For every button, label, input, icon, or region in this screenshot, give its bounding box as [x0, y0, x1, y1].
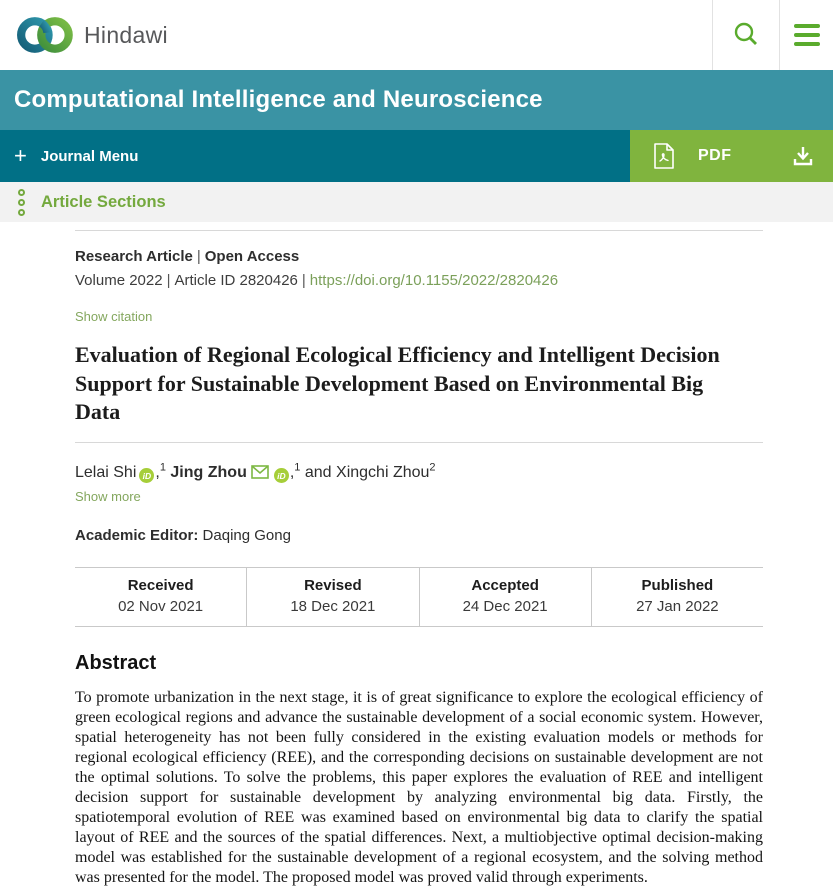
article-type-line [75, 248, 763, 265]
hamburger-icon [794, 24, 820, 46]
academic-editor-label: Academic Editor: [75, 526, 199, 544]
article-id-text: Article ID 2820426 [174, 272, 298, 289]
email-icon[interactable] [251, 465, 269, 479]
pipe-separator: | [196, 248, 201, 265]
abstract-heading: Abstract [75, 651, 157, 674]
hamburger-menu-button[interactable] [779, 0, 833, 70]
site-header [0, 0, 833, 70]
academic-editor-line [75, 527, 763, 544]
article-title: Evaluation of Regional Ecological Efficiency and Intelligent Decision Support for Sustainable Development Based on Environmental Big Data [75, 342, 720, 424]
journal-menu-label: Journal Menu [40, 147, 139, 165]
author-affiliation-sup: 1 [294, 461, 301, 474]
academic-editor-name: Daqing Gong [202, 526, 291, 544]
search-button[interactable] [712, 0, 779, 70]
doi-link[interactable]: https://doi.org/10.1155/2022/2820426 [309, 272, 559, 289]
pipe-separator: | [166, 272, 171, 289]
pipe-separator: | [301, 272, 306, 289]
journal-title[interactable]: Computational Intelligence and Neuroscience [14, 86, 543, 113]
author-name[interactable]: Lelai Shi [75, 463, 137, 481]
date-label: Published [641, 576, 714, 594]
date-label: Received [127, 576, 194, 594]
author [75, 461, 166, 481]
hindawi-rings-icon [12, 10, 76, 60]
orcid-icon[interactable]: iD [139, 468, 154, 483]
date-cell-received [75, 568, 247, 626]
author-separator: , [289, 463, 295, 481]
menu-bar [0, 130, 833, 182]
date-value: 27 Jan 2022 [636, 597, 719, 615]
author-name[interactable]: and Xingchi Zhou [304, 463, 430, 481]
pdf-file-icon [652, 142, 676, 170]
article-content [0, 230, 833, 888]
article-sections-toggle[interactable] [0, 182, 833, 222]
abstract-text: To promote urbanization in the next stage, it is of great significance to explore the ecological efficiency of green ecological regions and advance the sustainable development of a social economic system. However, spatial heterogeneity has not been fully considered in the existing evaluation models or methods for regional ecological efficiency (REE), and the corresponding decisions on sustainable development are not the optimal solutions. To solve the problems, this paper explores the evaluation of REE and intelligent decision support for sustainable development by analyzing environmental big data. Firstly, the spatiotemporal evolution of REE was examined based on environmental big data to clarify the spatial layout of REE and the sources of the spatial differences. Next, a multiobjective optimal decision-making model was established for the sustainable development of a regional ecosystem, and the solving method was presented for the model. The proposed model was proved valid through experiments. [75, 688, 763, 886]
show-more-button[interactable]: Show more [75, 488, 141, 504]
author-affiliation-sup: 2 [429, 461, 436, 474]
date-label: Accepted [471, 576, 539, 594]
authors-line [75, 457, 763, 484]
journal-menu-toggle[interactable] [0, 130, 630, 182]
date-value: 02 Nov 2021 [118, 597, 204, 615]
authors-rule [75, 442, 763, 443]
author-name[interactable]: Jing Zhou [170, 463, 247, 481]
article-type-link[interactable]: Research Article [75, 248, 193, 265]
hindawi-logo[interactable] [0, 0, 168, 70]
plus-icon: + [14, 143, 27, 168]
date-value: 24 Dec 2021 [462, 597, 548, 615]
dates-table [75, 567, 763, 627]
author [170, 461, 301, 481]
author [304, 461, 436, 481]
sections-dots-icon [18, 189, 25, 216]
brand-text: Hindawi [84, 21, 168, 48]
orcid-icon[interactable]: iD [274, 468, 289, 483]
volume-text: Volume 2022 [75, 272, 163, 289]
date-cell-accepted [420, 568, 592, 626]
download-icon [791, 144, 815, 168]
pdf-button-label: PDF [698, 147, 732, 164]
article-meta [75, 231, 763, 326]
search-icon [731, 20, 761, 50]
header-actions [712, 0, 833, 70]
author-separator: , [155, 463, 160, 481]
show-citation-button[interactable]: Show citation [75, 309, 153, 324]
author-affiliation-sup: 1 [159, 461, 166, 474]
open-access-link[interactable]: Open Access [204, 248, 300, 265]
date-value: 18 Dec 2021 [290, 597, 376, 615]
date-cell-revised [247, 568, 419, 626]
article-sections-label: Article Sections [41, 192, 166, 211]
date-cell-published [592, 568, 763, 626]
pdf-download-button[interactable] [630, 130, 833, 182]
volume-line [75, 272, 763, 289]
journal-title-banner [0, 70, 833, 130]
date-label: Revised [304, 576, 362, 594]
